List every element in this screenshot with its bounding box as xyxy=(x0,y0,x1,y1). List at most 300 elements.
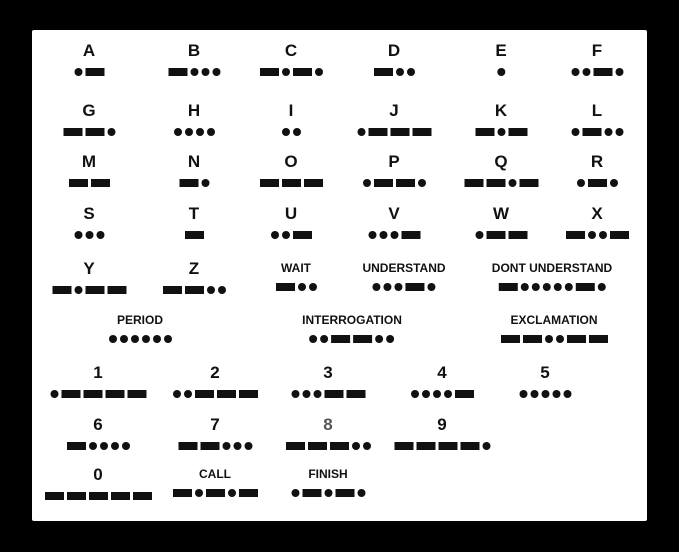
morse-dot xyxy=(207,286,215,294)
morse-entry-label: O xyxy=(284,152,298,171)
morse-dash xyxy=(133,492,152,500)
morse-dot xyxy=(482,442,490,450)
morse-dot xyxy=(201,68,209,76)
morse-entry-h xyxy=(172,102,216,136)
morse-dash xyxy=(455,390,474,398)
morse-dot xyxy=(195,489,203,497)
morse-dot xyxy=(109,335,117,343)
morse-dot xyxy=(433,390,441,398)
morse-code-sequence xyxy=(367,231,422,239)
morse-dash xyxy=(107,286,126,294)
morse-dot xyxy=(556,335,564,343)
morse-entry-label: PERIOD xyxy=(116,313,163,327)
morse-entry-x xyxy=(564,205,630,239)
morse-dash xyxy=(195,390,214,398)
morse-dot xyxy=(212,68,220,76)
morse-dash xyxy=(498,283,517,291)
morse-code-sequence xyxy=(474,231,529,239)
morse-entry-label: Y xyxy=(83,259,95,278)
morse-entry-label: FINISH xyxy=(308,467,348,481)
morse-dash xyxy=(85,128,104,136)
morse-entry-label: 9 xyxy=(437,415,447,434)
morse-entry-period xyxy=(107,314,173,343)
morse-code-sequence xyxy=(280,128,302,136)
morse-dot xyxy=(207,128,215,136)
morse-entry-j xyxy=(356,102,433,136)
morse-dot xyxy=(396,68,404,76)
morse-code-sequence xyxy=(269,231,313,239)
morse-dot xyxy=(291,390,299,398)
morse-dot xyxy=(427,283,435,291)
morse-entry-label: F xyxy=(591,41,603,60)
morse-dash xyxy=(412,128,431,136)
morse-dot xyxy=(376,335,384,343)
morse-dash xyxy=(178,442,197,450)
morse-entry-label: G xyxy=(82,101,96,120)
morse-dot xyxy=(271,231,279,239)
morse-dot xyxy=(74,286,82,294)
morse-dot xyxy=(552,390,560,398)
morse-dash xyxy=(67,492,86,500)
morse-entry-label: L xyxy=(591,101,603,120)
morse-dot xyxy=(131,335,139,343)
morse-dash xyxy=(588,179,607,187)
morse-code-sequence xyxy=(518,390,573,398)
morse-code-sequence xyxy=(564,231,630,239)
morse-dash xyxy=(508,128,527,136)
morse-dot xyxy=(615,68,623,76)
morse-entry-label: 4 xyxy=(437,363,447,382)
morse-code-sequence xyxy=(167,68,222,76)
morse-entry-s xyxy=(73,205,106,239)
morse-code-sequence xyxy=(362,283,445,291)
morse-code-sequence xyxy=(284,442,372,450)
morse-code-sequence xyxy=(62,128,117,136)
morse-entry-w xyxy=(474,205,529,239)
morse-entry-y xyxy=(51,260,128,294)
morse-dot xyxy=(282,68,290,76)
morse-dot xyxy=(599,231,607,239)
morse-dash xyxy=(185,231,204,239)
morse-dash xyxy=(179,179,198,187)
morse-dash xyxy=(304,179,323,187)
morse-dot xyxy=(372,283,380,291)
morse-entry-label: E xyxy=(495,41,507,60)
morse-dot xyxy=(541,390,549,398)
morse-entry-7 xyxy=(177,416,254,450)
morse-entry-8 xyxy=(284,416,372,450)
morse-dot xyxy=(571,128,579,136)
morse-dash xyxy=(308,442,327,450)
morse-dot xyxy=(107,128,115,136)
morse-dot xyxy=(89,442,97,450)
morse-dot xyxy=(218,286,226,294)
morse-dot xyxy=(545,335,553,343)
morse-dash xyxy=(438,442,457,450)
morse-entry-label: A xyxy=(82,41,96,60)
morse-dash xyxy=(501,335,520,343)
morse-dot xyxy=(111,442,119,450)
morse-dot xyxy=(315,68,323,76)
morse-dash xyxy=(374,68,393,76)
morse-entry-label: W xyxy=(492,204,510,223)
morse-dash xyxy=(330,442,349,450)
morse-dot xyxy=(564,283,572,291)
morse-entry-label: 7 xyxy=(210,415,220,434)
morse-entry-5 xyxy=(518,364,573,398)
morse-entry-i xyxy=(280,102,302,136)
morse-dot xyxy=(407,68,415,76)
morse-dash xyxy=(89,492,108,500)
morse-dot xyxy=(363,179,371,187)
morse-dash xyxy=(239,489,258,497)
morse-code-sequence xyxy=(409,390,475,398)
morse-dash xyxy=(63,128,82,136)
morse-dot xyxy=(282,128,290,136)
morse-entry-label: B xyxy=(187,41,201,60)
morse-dot xyxy=(324,489,332,497)
morse-entry-finish xyxy=(290,468,367,497)
morse-dot xyxy=(313,390,321,398)
morse-dash xyxy=(464,179,483,187)
morse-code-sequence xyxy=(43,492,153,500)
morse-entry-understand xyxy=(362,262,445,291)
morse-dash xyxy=(85,286,104,294)
morse-entry-label: 5 xyxy=(540,363,550,382)
morse-dash xyxy=(293,231,312,239)
morse-dot xyxy=(571,68,579,76)
morse-dot xyxy=(244,442,252,450)
morse-code-sequence xyxy=(161,286,227,294)
morse-dash xyxy=(324,390,343,398)
morse-code-sequence xyxy=(73,231,106,239)
morse-dot xyxy=(164,335,172,343)
morse-dot xyxy=(357,128,365,136)
morse-dot xyxy=(368,231,376,239)
morse-entry-wait xyxy=(274,262,318,291)
morse-entry-label: N xyxy=(187,152,201,171)
morse-entry-exclamation xyxy=(499,314,609,343)
morse-entry-z xyxy=(161,260,227,294)
morse-entry-n xyxy=(178,153,211,187)
morse-code-sequence xyxy=(258,68,324,76)
morse-dot xyxy=(50,390,58,398)
morse-code-sequence xyxy=(274,283,318,291)
morse-dot xyxy=(530,390,538,398)
morse-dash xyxy=(168,68,187,76)
morse-dot xyxy=(542,283,550,291)
morse-dash xyxy=(111,492,130,500)
morse-dash xyxy=(368,128,387,136)
morse-dot xyxy=(597,283,605,291)
morse-dot xyxy=(357,489,365,497)
morse-dash xyxy=(85,68,104,76)
morse-entry-label: CALL xyxy=(199,467,231,481)
morse-dot xyxy=(553,283,561,291)
morse-dot xyxy=(282,231,290,239)
morse-entry-label: INTERROGATION xyxy=(302,313,402,327)
morse-dot xyxy=(153,335,161,343)
morse-code-sequence xyxy=(172,128,216,136)
morse-dash xyxy=(286,442,305,450)
morse-dash xyxy=(69,179,88,187)
morse-dash xyxy=(105,390,124,398)
morse-entry-label: K xyxy=(494,101,508,120)
morse-dot xyxy=(310,335,318,343)
morse-dot xyxy=(577,179,585,187)
morse-dot xyxy=(411,390,419,398)
morse-dot xyxy=(120,335,128,343)
morse-dash xyxy=(582,128,601,136)
morse-entry-label: I xyxy=(288,101,294,120)
morse-dot xyxy=(390,231,398,239)
morse-dash xyxy=(519,179,538,187)
morse-dash xyxy=(276,283,295,291)
morse-dash xyxy=(173,489,192,497)
morse-entry-e xyxy=(495,42,506,76)
morse-entry-3 xyxy=(290,364,367,398)
morse-code-sequence xyxy=(65,442,131,450)
morse-entry-c xyxy=(258,42,324,76)
morse-entry-6 xyxy=(65,416,131,450)
morse-dash xyxy=(67,442,86,450)
morse-dot xyxy=(508,179,516,187)
morse-dot xyxy=(85,231,93,239)
morse-dot xyxy=(122,442,130,450)
morse-entry-label: 8 xyxy=(323,415,333,434)
morse-dash xyxy=(401,231,420,239)
morse-code-chart xyxy=(32,30,647,521)
morse-entry-label: Z xyxy=(188,259,200,278)
morse-code-sequence xyxy=(463,179,540,187)
morse-entry-label: 3 xyxy=(323,363,333,382)
morse-entry-label: S xyxy=(83,204,95,223)
morse-entry-0 xyxy=(43,466,153,500)
morse-dot xyxy=(588,231,596,239)
morse-entry-label: T xyxy=(188,204,200,223)
morse-entry-label: J xyxy=(389,101,399,120)
morse-dot xyxy=(222,442,230,450)
morse-dot xyxy=(96,231,104,239)
morse-dash xyxy=(486,231,505,239)
morse-code-sequence xyxy=(183,231,205,239)
morse-entry-label: M xyxy=(81,152,97,171)
morse-code-sequence xyxy=(73,68,106,76)
morse-code-sequence xyxy=(372,68,416,76)
morse-dot xyxy=(352,442,360,450)
morse-entry-f xyxy=(570,42,625,76)
morse-dash xyxy=(394,442,413,450)
morse-code-sequence xyxy=(178,179,211,187)
morse-entry-dont-understand xyxy=(492,262,612,291)
morse-entry-label: V xyxy=(388,204,400,223)
morse-code-sequence xyxy=(356,128,433,136)
morse-dot xyxy=(363,442,371,450)
morse-entry-label: U xyxy=(284,204,298,223)
morse-dash xyxy=(332,335,351,343)
morse-entry-label: 0 xyxy=(93,465,103,484)
morse-entry-label: 6 xyxy=(93,415,103,434)
morse-dash xyxy=(405,283,424,291)
morse-dash xyxy=(354,335,373,343)
morse-dash xyxy=(239,390,258,398)
morse-entry-a xyxy=(73,42,106,76)
morse-dash xyxy=(45,492,64,500)
morse-entry-1 xyxy=(49,364,148,398)
morse-dot xyxy=(298,283,306,291)
morse-dot xyxy=(497,128,505,136)
morse-dash xyxy=(396,179,415,187)
morse-code-sequence xyxy=(575,179,619,187)
morse-dot xyxy=(383,283,391,291)
morse-dot xyxy=(604,128,612,136)
morse-code-sequence xyxy=(492,283,612,291)
morse-dot xyxy=(142,335,150,343)
morse-dash xyxy=(52,286,71,294)
morse-entry-label: EXCLAMATION xyxy=(510,313,598,327)
morse-entry-label: D xyxy=(387,41,401,60)
morse-entry-r xyxy=(575,153,619,187)
morse-entry-label: 1 xyxy=(93,363,103,382)
morse-entry-label: 2 xyxy=(210,363,220,382)
morse-dot xyxy=(309,283,317,291)
morse-entry-m xyxy=(67,153,111,187)
morse-entry-label: C xyxy=(284,41,298,60)
morse-dash xyxy=(206,489,225,497)
morse-dot xyxy=(201,179,209,187)
morse-dash xyxy=(335,489,354,497)
morse-entry-call xyxy=(171,468,259,497)
morse-dash xyxy=(589,335,608,343)
morse-dot xyxy=(615,128,623,136)
morse-dash xyxy=(610,231,629,239)
morse-dot xyxy=(418,179,426,187)
morse-code-sequence xyxy=(171,390,259,398)
morse-dash xyxy=(302,489,321,497)
morse-code-sequence xyxy=(290,390,367,398)
morse-entry-d xyxy=(372,42,416,76)
morse-dash xyxy=(293,68,312,76)
morse-dash xyxy=(475,128,494,136)
morse-dot xyxy=(74,68,82,76)
morse-dash xyxy=(566,231,585,239)
morse-dot xyxy=(100,442,108,450)
morse-entry-label: X xyxy=(591,204,603,223)
morse-dash xyxy=(260,68,279,76)
morse-entry-u xyxy=(269,205,313,239)
morse-dot xyxy=(610,179,618,187)
morse-code-sequence xyxy=(177,442,254,450)
morse-entry-label: Q xyxy=(494,152,508,171)
morse-dash xyxy=(61,390,80,398)
morse-dot xyxy=(293,128,301,136)
morse-entry-o xyxy=(258,153,324,187)
morse-entry-p xyxy=(361,153,427,187)
morse-dot xyxy=(321,335,329,343)
morse-entry-label: H xyxy=(187,101,201,120)
morse-dash xyxy=(185,286,204,294)
morse-dash xyxy=(567,335,586,343)
morse-code-sequence xyxy=(361,179,427,187)
morse-dot xyxy=(497,68,505,76)
morse-entry-q xyxy=(463,153,540,187)
morse-dash xyxy=(523,335,542,343)
morse-dot xyxy=(174,128,182,136)
morse-dash xyxy=(282,179,301,187)
morse-code-sequence xyxy=(302,335,402,343)
morse-dash xyxy=(486,179,505,187)
morse-dash xyxy=(460,442,479,450)
morse-entry-2 xyxy=(171,364,259,398)
morse-dot xyxy=(475,231,483,239)
morse-dot xyxy=(233,442,241,450)
morse-dash xyxy=(217,390,236,398)
morse-entry-g xyxy=(62,102,117,136)
morse-entry-4 xyxy=(409,364,475,398)
morse-code-sequence xyxy=(495,68,506,76)
morse-dot xyxy=(302,390,310,398)
morse-dash xyxy=(374,179,393,187)
morse-entry-v xyxy=(367,205,422,239)
morse-dot xyxy=(582,68,590,76)
morse-dot xyxy=(74,231,82,239)
morse-code-sequence xyxy=(474,128,529,136)
morse-dot xyxy=(190,68,198,76)
morse-entry-label: DONT UNDERSTAND xyxy=(491,261,613,275)
morse-code-sequence xyxy=(258,179,324,187)
morse-entry-label: UNDERSTAND xyxy=(362,261,446,275)
morse-dot xyxy=(228,489,236,497)
morse-dot xyxy=(422,390,430,398)
morse-dash xyxy=(416,442,435,450)
morse-code-sequence xyxy=(171,489,259,497)
morse-dot xyxy=(184,390,192,398)
morse-entry-k xyxy=(474,102,529,136)
morse-dot xyxy=(531,283,539,291)
morse-dot xyxy=(563,390,571,398)
morse-entry-label: R xyxy=(590,152,604,171)
morse-dot xyxy=(173,390,181,398)
morse-dash xyxy=(390,128,409,136)
morse-dash xyxy=(83,390,102,398)
morse-dot xyxy=(291,489,299,497)
morse-dash xyxy=(163,286,182,294)
morse-dot xyxy=(394,283,402,291)
morse-code-sequence xyxy=(67,179,111,187)
morse-code-sequence xyxy=(107,335,173,343)
morse-dash xyxy=(346,390,365,398)
morse-dash xyxy=(91,179,110,187)
morse-entry-label: WAIT xyxy=(281,261,311,275)
morse-entry-label: P xyxy=(388,152,400,171)
morse-code-sequence xyxy=(499,335,609,343)
morse-dash xyxy=(508,231,527,239)
morse-entry-9 xyxy=(393,416,492,450)
morse-dash xyxy=(200,442,219,450)
morse-dash xyxy=(593,68,612,76)
morse-dot xyxy=(387,335,395,343)
morse-dash xyxy=(260,179,279,187)
morse-code-sequence xyxy=(290,489,367,497)
morse-dash xyxy=(575,283,594,291)
morse-dot xyxy=(444,390,452,398)
morse-dot xyxy=(520,283,528,291)
morse-code-sequence xyxy=(570,128,625,136)
morse-dot xyxy=(196,128,204,136)
morse-dot xyxy=(185,128,193,136)
morse-code-sequence xyxy=(570,68,625,76)
morse-entry-interrogation xyxy=(302,314,402,343)
